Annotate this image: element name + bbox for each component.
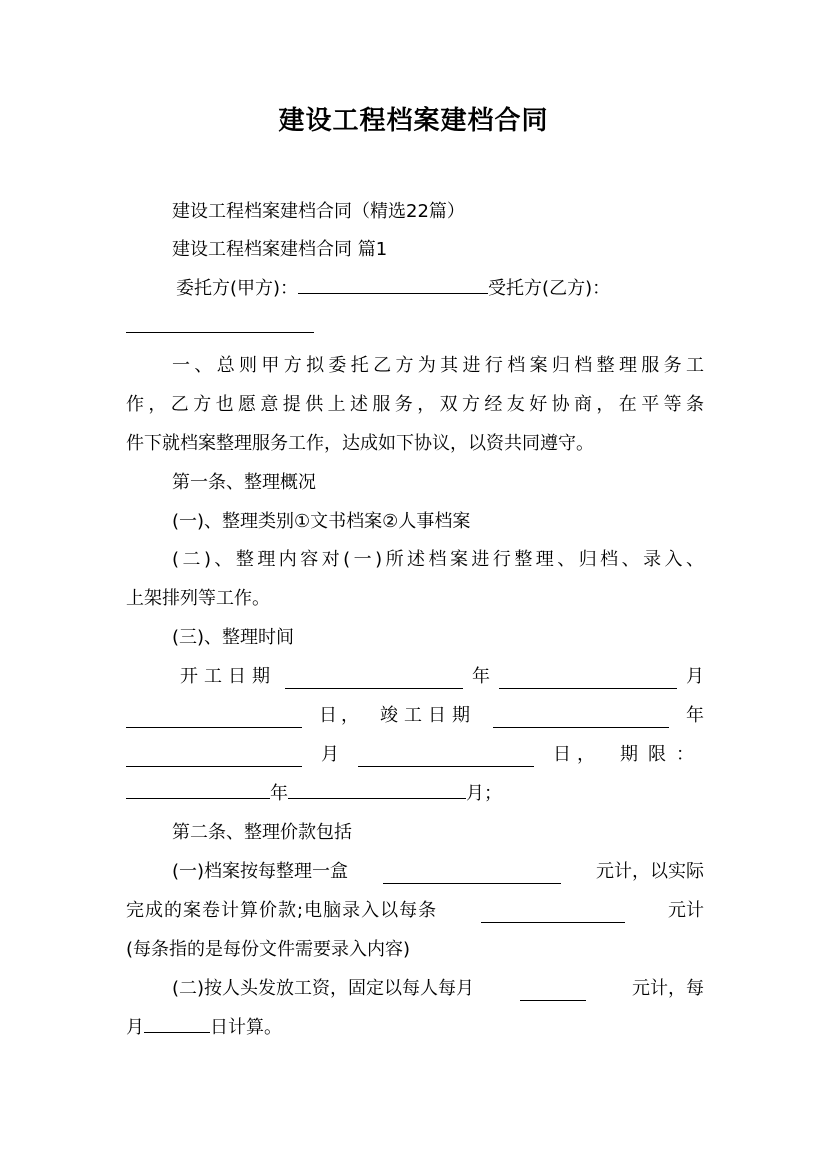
paragraph-line: 作，乙方也愿意提供上述服务，双方经友好协商，在平等条 <box>126 394 704 415</box>
duration-blank-line <box>126 782 704 806</box>
paragraph-line: 一、总则甲方拟委托乙方为其进行档案归档整理服务工 <box>172 355 704 376</box>
month-label: 月 <box>321 744 339 765</box>
paragraph-line: (三)、整理时间 <box>172 627 295 648</box>
subtitle-line: 建设工程档案建档合同（精选22篇） <box>172 201 465 222</box>
price-label: (一)档案按每整理一盒 <box>172 861 349 882</box>
paragraph-line: (二)、整理内容对(一)所述档案进行整理、归档、录入、 <box>172 549 704 570</box>
entry-price-blank <box>481 906 625 923</box>
parties-line <box>176 277 704 301</box>
salary-label: (二)按人头发放工资，固定以每人每月 <box>172 978 475 999</box>
end-day-blank <box>358 750 534 767</box>
paragraph-line: 件下就档案整理服务工作，达成如下协议，以资共同遵守。 <box>126 433 594 454</box>
document-title: 建设工程档案建档合同 <box>278 106 549 136</box>
entry-price-label: 完成的案卷计算价款;电脑录入以每条 <box>126 900 438 921</box>
start-day-blank <box>126 711 302 728</box>
month-label: 月 <box>126 1017 144 1038</box>
start-date-label: 开工日期 <box>180 666 276 687</box>
days-label: 日计算。 <box>210 1017 282 1038</box>
client-blank <box>298 277 488 294</box>
duration-month-blank <box>288 782 466 799</box>
month-label: 月 <box>686 666 704 687</box>
duration-line <box>126 743 704 767</box>
start-date-line <box>180 665 704 689</box>
day-label: 日， <box>319 705 363 726</box>
price-unit-label: 元计，以实际 <box>595 861 704 882</box>
article-heading: 第二条、整理价款包括 <box>172 822 352 843</box>
year-label: 年 <box>270 783 288 804</box>
salary-days-line <box>126 1016 704 1040</box>
year-label: 年 <box>472 666 490 687</box>
contractor-label: 受托方(乙方)： <box>488 278 611 299</box>
day-label: 日， <box>553 744 601 765</box>
section-heading: 建设工程档案建档合同 篇1 <box>172 239 388 260</box>
start-year-blank <box>285 672 463 689</box>
year-label: 年 <box>686 705 704 726</box>
start-month-blank <box>499 672 677 689</box>
price-unit-label: 元计 <box>667 900 704 921</box>
month-label: 月； <box>466 783 502 804</box>
end-year-blank <box>493 711 669 728</box>
duration-year-blank <box>126 782 270 799</box>
box-price-blank <box>383 867 561 884</box>
paragraph-line: 上架排列等工作。 <box>126 588 270 609</box>
client-label: 委托方(甲方)： <box>176 278 299 299</box>
salary-unit-label: 元计，每 <box>631 978 704 999</box>
end-month-blank <box>126 750 302 767</box>
days-blank <box>144 1016 210 1033</box>
end-date-line <box>126 704 704 728</box>
paragraph-line: (每条指的是每份文件需要录入内容) <box>126 939 411 960</box>
end-date-label: 竣工日期 <box>380 705 476 726</box>
salary-blank <box>520 984 586 1001</box>
entry-price-line <box>126 899 704 923</box>
paragraph-line: (一)、整理类别①文书档案②人事档案 <box>172 511 471 532</box>
contractor-blank-line <box>126 316 704 340</box>
duration-label: 期限： <box>620 744 704 765</box>
contractor-blank <box>126 316 314 333</box>
salary-line <box>172 977 704 1001</box>
article-heading: 第一条、整理概况 <box>172 472 316 493</box>
price-line <box>172 860 704 884</box>
